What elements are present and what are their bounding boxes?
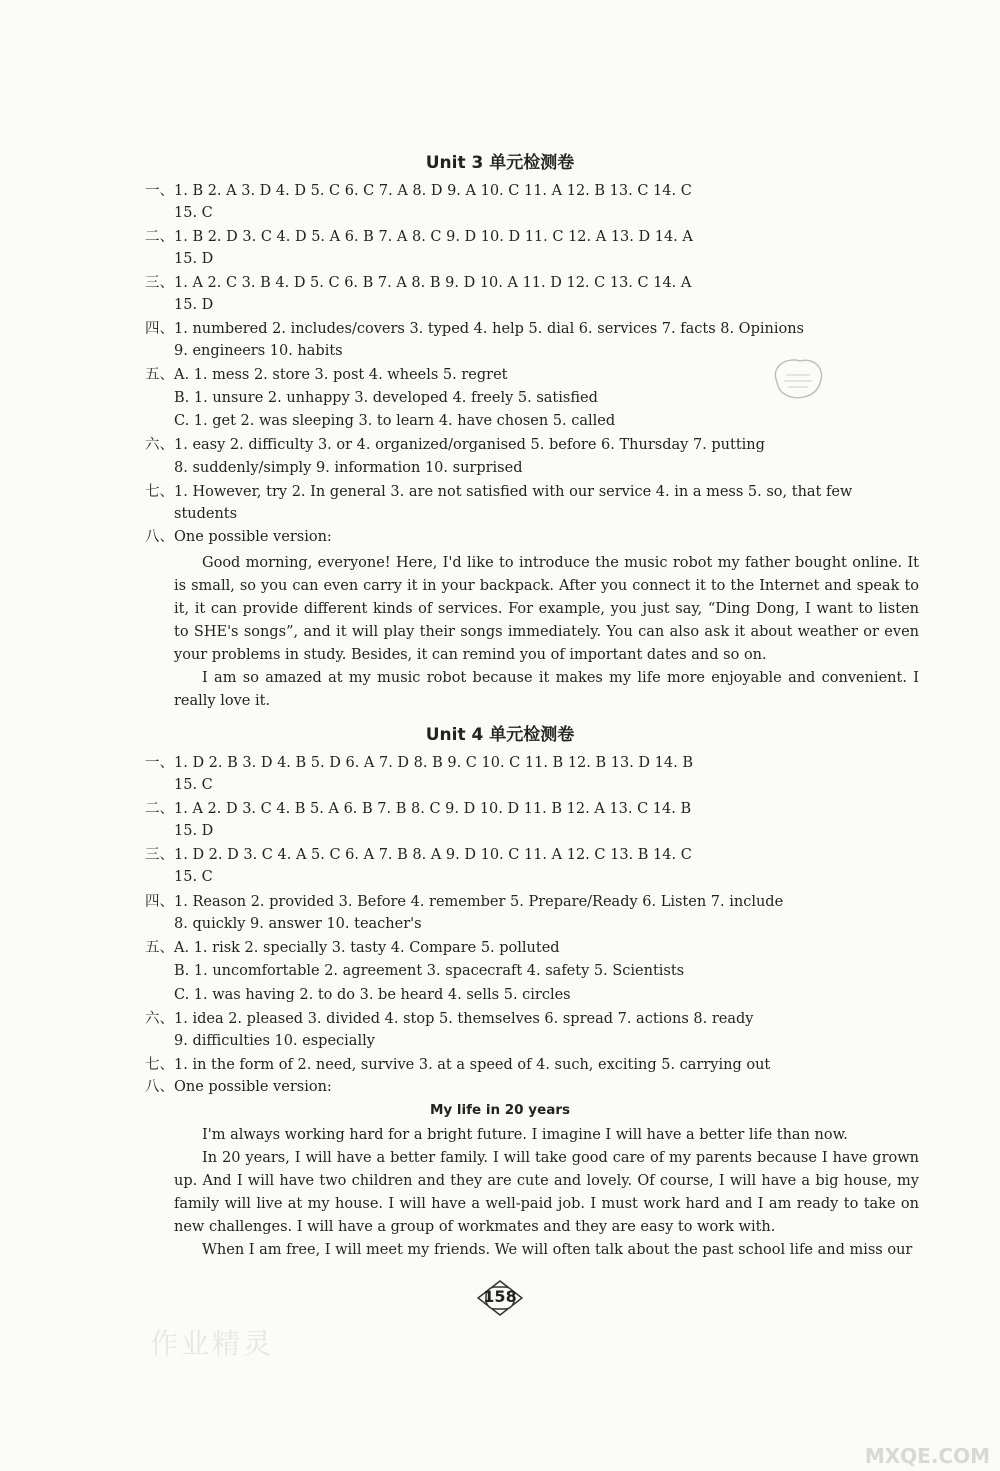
unit3-line: 三、1. A 2. C 3. B 4. D 5. C 6. B 7. A 8. B 9. D 10. A 11. D 12. C 13. C 14. A (145, 275, 692, 291)
unit3-line: C. 1. get 2. was sleeping 3. to learn 4. have chosen 5. called (174, 413, 616, 429)
unit3-line: 二、1. B 2. D 3. C 4. D 5. A 6. B 7. A 8. C 9. D 10. D 11. C 12. A 13. D 14. A (145, 229, 693, 245)
unit3-line: 15. D (174, 297, 214, 313)
unit4-line: 15. C (174, 869, 213, 885)
unit3-line: 15. D (174, 251, 214, 267)
unit3-line: 一、1. B 2. A 3. D 4. D 5. C 6. C 7. A 8. D 9. A 10. C 11. A 12. B 13. C 14. C (145, 183, 692, 199)
unit3-title: Unit 3 单元检测卷 (425, 153, 575, 173)
unit4-line: 9. difficulties 10. especially (174, 1033, 375, 1049)
unit4-line: 15. C (174, 777, 213, 793)
unit3-line: 8. suddenly/simply 9. information 10. surprised (174, 460, 523, 476)
unit4-title: Unit 4 单元检测卷 (425, 725, 575, 745)
unit3-line: 15. C (174, 205, 213, 221)
unit4-line: 七、1. in the form of 2. need, survive 3. at a speed of 4. such, exciting 5. carrying out (145, 1057, 771, 1073)
unit3-line: 五、A. 1. mess 2. store 3. post 4. wheels 5. regret (145, 367, 508, 383)
essay-paragraph: Good morning, everyone! Here, I'd like to introduce the music robot my father bought online. It is small, so you can even carry it in your backpack. After you connect it to the Internet and speak to it, it can provide different kinds of services. For example, you just say, “Ding Dong, I want to listen to SHE's songs”, and it will play their songs immediately. You can also ask it about weather or even your problems in study. Besides, it can remind you of important dates and so on. (174, 555, 919, 663)
essay-paragraph: When I am free, I will meet my friends. We will often talk about the past school life and miss our (202, 1242, 913, 1258)
unit3-line: 9. engineers 10. habits (174, 343, 343, 359)
unit3-line: 七、1. However, try 2. In general 3. are not satisfied with our service 4. in a mess 5. so, that few (145, 484, 853, 500)
unit4-line: 8. quickly 9. answer 10. teacher's (174, 916, 422, 932)
unit3-line: 八、One possible version: (145, 529, 332, 545)
unit4-line: 15. D (174, 823, 214, 839)
unit4-essay (174, 1124, 919, 1262)
essay-paragraph: I am so amazed at my music robot because it makes my life more enjoyable and convenient. I really love it. (174, 670, 919, 709)
unit4-line: 三、1. D 2. D 3. C 4. A 5. C 6. A 7. B 8. A 9. D 10. C 11. A 12. C 13. B 14. C (145, 847, 692, 863)
unit4-essay-title: My life in 20 years (429, 1102, 571, 1118)
unit3-line: students (174, 506, 238, 522)
watermark-right-text: MXQE.COM (864, 1444, 990, 1468)
unit4-line: 二、1. A 2. D 3. C 4. B 5. A 6. B 7. B 8. C 9. D 10. D 11. B 12. A 13. C 14. B (145, 801, 692, 817)
unit4-line: 四、1. Reason 2. provided 3. Before 4. remember 5. Prepare/Ready 6. Listen 7. include (145, 894, 784, 910)
page-number: 158 (483, 1287, 517, 1306)
watermark-right-logo (790, 1400, 990, 1470)
unit4-line: 八、One possible version: (145, 1079, 332, 1095)
page-number-badge (477, 1280, 523, 1316)
unit4-line: 六、1. idea 2. pleased 3. divided 4. stop 5. themselves 6. spread 7. actions 8. ready (145, 1011, 754, 1027)
unit4-line: C. 1. was having 2. to do 3. be heard 4. sells 5. circles (174, 987, 571, 1003)
unit4-line: 五、A. 1. risk 2. specially 3. tasty 4. Compare 5. polluted (145, 940, 560, 956)
stamp-icon (770, 355, 826, 401)
essay-paragraph: I'm always working hard for a bright future. I imagine I will have a better life than now. (202, 1127, 848, 1143)
unit3-line: 六、1. easy 2. difficulty 3. or 4. organized/organised 5. before 6. Thursday 7. putting (145, 437, 765, 453)
watermark-left: 作业精灵 (150, 1327, 275, 1360)
unit3-line: 四、1. numbered 2. includes/covers 3. typed 4. help 5. dial 6. services 7. facts 8. Opinions (145, 321, 804, 337)
unit3-essay (174, 552, 919, 713)
essay-paragraph: In 20 years, I will have a better family. I will take good care of my parents because I have grown up. And I will have two children and they are cute and lovely. Of course, I will have a big house, my family will live at my house. I will have a well-paid job. I must work hard and I am ready to take on new challenges. I will have a group of workmates and they are easy to work with. (174, 1150, 919, 1235)
unit4-line: 一、1. D 2. B 3. D 4. B 5. D 6. A 7. D 8. B 9. C 10. C 11. B 12. B 13. D 14. B (145, 755, 693, 771)
unit4-line: B. 1. uncomfortable 2. agreement 3. spacecraft 4. safety 5. Scientists (174, 963, 685, 979)
unit3-line: B. 1. unsure 2. unhappy 3. developed 4. freely 5. satisfied (174, 390, 598, 406)
